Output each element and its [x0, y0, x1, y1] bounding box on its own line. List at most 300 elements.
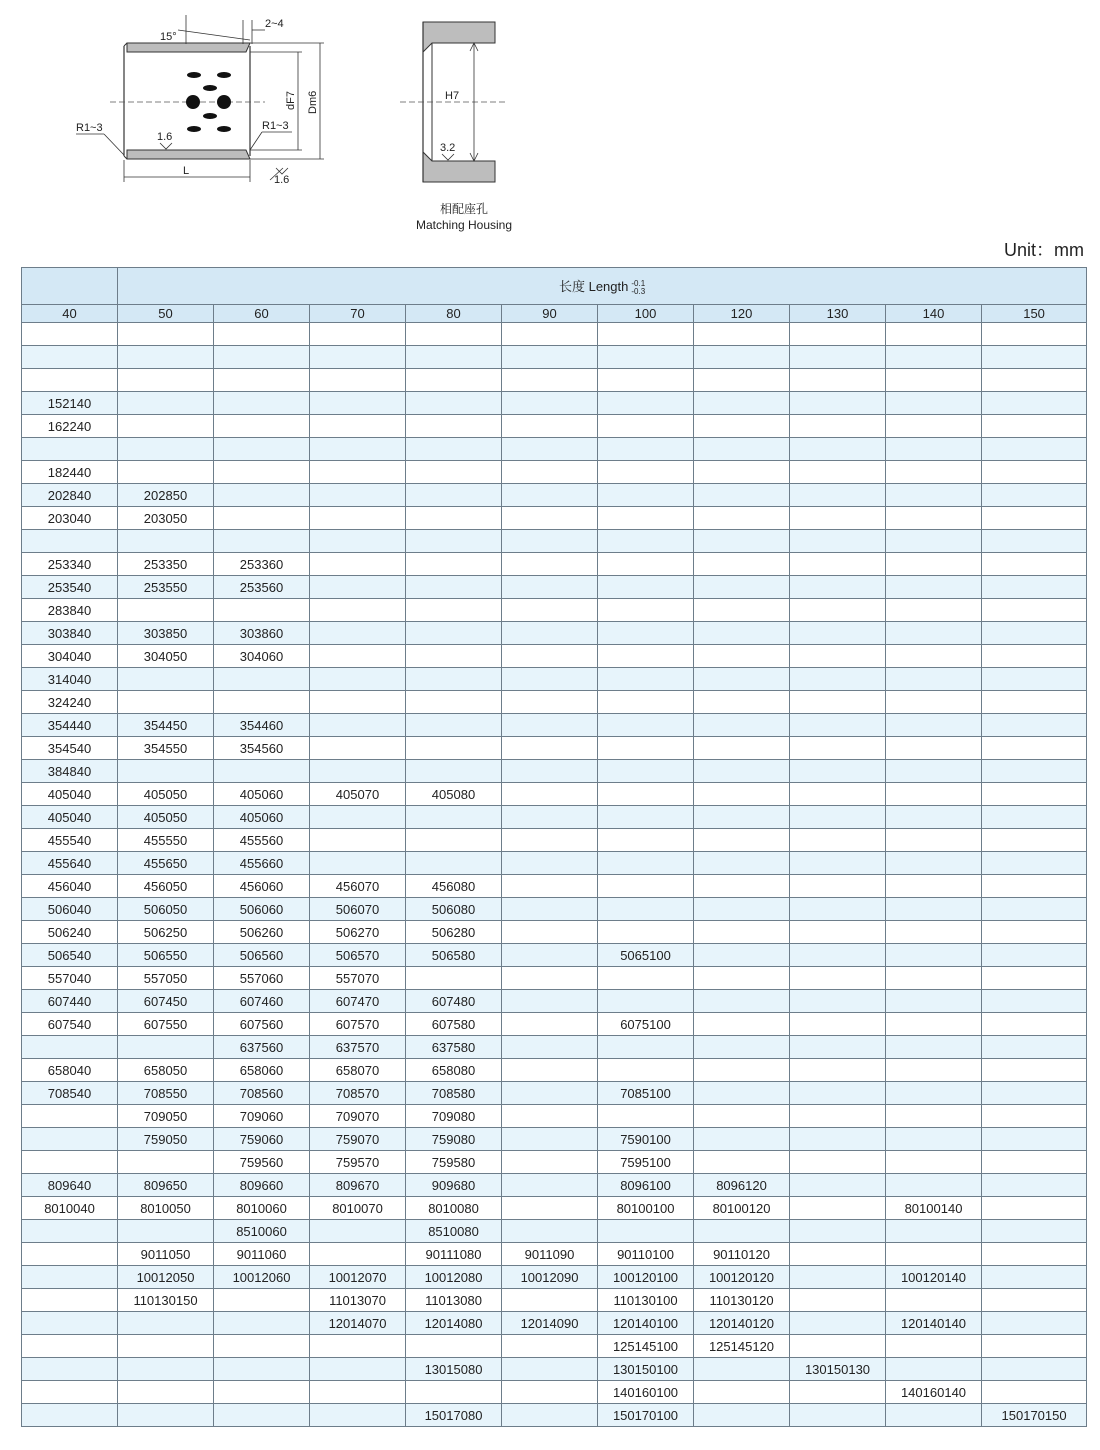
- table-row: [22, 921, 1087, 944]
- table-cell: 8096100: [598, 1174, 694, 1197]
- table-cell: [982, 691, 1087, 714]
- table-cell: 253350: [118, 553, 214, 576]
- table-cell: 506260: [214, 921, 310, 944]
- table-cell: [502, 645, 598, 668]
- table-cell: [118, 668, 214, 691]
- table-cell: [502, 484, 598, 507]
- table-cell: 506060: [214, 898, 310, 921]
- table-cell: [982, 1105, 1087, 1128]
- table-cell: [790, 1013, 886, 1036]
- table-cell: 607570: [310, 1013, 406, 1036]
- column-header: 80: [406, 305, 502, 323]
- table-row: [22, 461, 1087, 484]
- table-row: [22, 415, 1087, 438]
- table-cell: [214, 346, 310, 369]
- table-cell: [694, 484, 790, 507]
- table-cell: [694, 599, 790, 622]
- table-cell: [598, 852, 694, 875]
- table-cell: [406, 461, 502, 484]
- table-cell: [694, 530, 790, 553]
- table-cell: 8510080: [406, 1220, 502, 1243]
- table-row: [22, 1082, 1087, 1105]
- table-cell: [502, 852, 598, 875]
- table-cell: 455550: [118, 829, 214, 852]
- table-cell: [598, 530, 694, 553]
- table-cell: 120140100: [598, 1312, 694, 1335]
- table-cell: 506070: [310, 898, 406, 921]
- table-cell: [694, 783, 790, 806]
- table-cell: 506050: [118, 898, 214, 921]
- table-cell: [406, 1335, 502, 1358]
- table-cell: [886, 346, 982, 369]
- table-cell: 708570: [310, 1082, 406, 1105]
- table-cell: 324240: [22, 691, 118, 714]
- table-cell: [790, 1220, 886, 1243]
- table-cell: [310, 1404, 406, 1427]
- table-cell: [790, 921, 886, 944]
- table-cell: [886, 530, 982, 553]
- table-cell: [982, 806, 1087, 829]
- table-cell: [694, 1404, 790, 1427]
- table-cell: 506580: [406, 944, 502, 967]
- table-cell: [310, 622, 406, 645]
- table-row: [22, 599, 1087, 622]
- table-cell: [406, 484, 502, 507]
- table-cell: [790, 944, 886, 967]
- table-cell: [310, 438, 406, 461]
- table-cell: [694, 944, 790, 967]
- table-cell: 658040: [22, 1059, 118, 1082]
- table-cell: 708560: [214, 1082, 310, 1105]
- column-header: 100: [598, 305, 694, 323]
- table-row: [22, 1243, 1087, 1266]
- header-corner-cell: [22, 268, 118, 305]
- table-cell: [310, 346, 406, 369]
- table-cell: [310, 645, 406, 668]
- table-cell: [502, 461, 598, 484]
- table-cell: 809640: [22, 1174, 118, 1197]
- table-cell: 354460: [214, 714, 310, 737]
- table-cell: [22, 1128, 118, 1151]
- table-cell: [310, 1220, 406, 1243]
- table-cell: [982, 1358, 1087, 1381]
- table-cell: [598, 576, 694, 599]
- table-cell: [886, 1174, 982, 1197]
- table-cell: [982, 1036, 1087, 1059]
- table-cell: 202840: [22, 484, 118, 507]
- table-cell: [886, 1335, 982, 1358]
- table-cell: 10012060: [214, 1266, 310, 1289]
- table-cell: [790, 783, 886, 806]
- table-cell: 405060: [214, 783, 310, 806]
- table-cell: [886, 668, 982, 691]
- table-cell: 8010080: [406, 1197, 502, 1220]
- table-cell: 304040: [22, 645, 118, 668]
- table-cell: [694, 691, 790, 714]
- table-cell: 759060: [214, 1128, 310, 1151]
- table-cell: 658080: [406, 1059, 502, 1082]
- table-cell: [502, 1036, 598, 1059]
- table-cell: [694, 645, 790, 668]
- table-cell: [22, 1312, 118, 1335]
- table-cell: [790, 1151, 886, 1174]
- table-cell: [310, 668, 406, 691]
- table-cell: [502, 415, 598, 438]
- table-cell: 80100120: [694, 1197, 790, 1220]
- table-cell: [502, 760, 598, 783]
- table-cell: 809660: [214, 1174, 310, 1197]
- table-row: [22, 1059, 1087, 1082]
- column-header: 120: [694, 305, 790, 323]
- table-cell: [886, 484, 982, 507]
- table-cell: [886, 645, 982, 668]
- table-cell: [886, 1128, 982, 1151]
- table-cell: [982, 507, 1087, 530]
- table-cell: [982, 668, 1087, 691]
- table-cell: [310, 576, 406, 599]
- table-cell: [790, 599, 886, 622]
- table-row: [22, 576, 1087, 599]
- table-cell: [790, 1082, 886, 1105]
- table-cell: [214, 415, 310, 438]
- table-cell: [694, 1358, 790, 1381]
- table-cell: [406, 737, 502, 760]
- table-cell: [406, 553, 502, 576]
- table-cell: [310, 1243, 406, 1266]
- table-cell: [118, 1151, 214, 1174]
- table-row: [22, 1128, 1087, 1151]
- table-cell: 110130150: [118, 1289, 214, 1312]
- table-row: [22, 668, 1087, 691]
- table-cell: [214, 599, 310, 622]
- table-cell: [598, 1059, 694, 1082]
- table-cell: 506280: [406, 921, 502, 944]
- table-cell: [406, 645, 502, 668]
- table-cell: [502, 1220, 598, 1243]
- table-cell: 708550: [118, 1082, 214, 1105]
- table-cell: 90110120: [694, 1243, 790, 1266]
- column-header-row: [22, 305, 1087, 323]
- table-cell: [982, 438, 1087, 461]
- inner-roughness-label: 1.6: [157, 131, 173, 143]
- table-cell: [694, 1105, 790, 1128]
- table-cell: 557050: [118, 967, 214, 990]
- table-row: [22, 530, 1087, 553]
- table-cell: 456050: [118, 875, 214, 898]
- table-cell: 405040: [22, 806, 118, 829]
- table-cell: [598, 1036, 694, 1059]
- table-cell: [694, 415, 790, 438]
- table-cell: [118, 1036, 214, 1059]
- table-cell: [982, 1381, 1087, 1404]
- table-cell: [118, 369, 214, 392]
- table-cell: 304050: [118, 645, 214, 668]
- table-cell: 506270: [310, 921, 406, 944]
- table-cell: [886, 806, 982, 829]
- table-cell: [502, 1082, 598, 1105]
- table-cell: 100120140: [886, 1266, 982, 1289]
- table-cell: [694, 438, 790, 461]
- table-cell: [118, 760, 214, 783]
- table-cell: [790, 1036, 886, 1059]
- table-cell: [790, 576, 886, 599]
- table-cell: [694, 898, 790, 921]
- table-row: [22, 1358, 1087, 1381]
- table-cell: [694, 346, 790, 369]
- table-cell: [598, 921, 694, 944]
- table-cell: [502, 507, 598, 530]
- table-cell: 557060: [214, 967, 310, 990]
- table-cell: [982, 576, 1087, 599]
- table-cell: [694, 967, 790, 990]
- table-cell: 506080: [406, 898, 502, 921]
- table-cell: [982, 852, 1087, 875]
- table-cell: [406, 1381, 502, 1404]
- table-cell: [118, 346, 214, 369]
- table-cell: 909680: [406, 1174, 502, 1197]
- table-row: [22, 1174, 1087, 1197]
- table-cell: [886, 875, 982, 898]
- table-cell: 759570: [310, 1151, 406, 1174]
- table-cell: [214, 1358, 310, 1381]
- table-cell: 120140140: [886, 1312, 982, 1335]
- table-cell: [886, 783, 982, 806]
- table-cell: [502, 369, 598, 392]
- table-cell: [790, 1105, 886, 1128]
- table-cell: [694, 1381, 790, 1404]
- table-cell: [598, 990, 694, 1013]
- table-cell: [118, 415, 214, 438]
- table-row: [22, 691, 1087, 714]
- table-cell: 759080: [406, 1128, 502, 1151]
- table-cell: 384840: [22, 760, 118, 783]
- table-cell: [502, 323, 598, 346]
- table-cell: 90111080: [406, 1243, 502, 1266]
- table-cell: [406, 691, 502, 714]
- table-cell: 759070: [310, 1128, 406, 1151]
- table-cell: 7595100: [598, 1151, 694, 1174]
- table-cell: [886, 507, 982, 530]
- table-cell: [790, 714, 886, 737]
- table-cell: [310, 714, 406, 737]
- table-cell: [886, 461, 982, 484]
- table-cell: [982, 1059, 1087, 1082]
- table-cell: 304060: [214, 645, 310, 668]
- table-cell: 506550: [118, 944, 214, 967]
- table-cell: [694, 714, 790, 737]
- table-cell: [694, 921, 790, 944]
- table-cell: [982, 1312, 1087, 1335]
- table-cell: [502, 622, 598, 645]
- table-cell: [598, 829, 694, 852]
- table-cell: [598, 392, 694, 415]
- table-row: [22, 967, 1087, 990]
- table-cell: [790, 668, 886, 691]
- table-cell: [502, 944, 598, 967]
- table-cell: [694, 1220, 790, 1243]
- table-cell: [502, 392, 598, 415]
- table-cell: [982, 990, 1087, 1013]
- table-cell: [982, 1128, 1087, 1151]
- length-label: L: [183, 165, 190, 177]
- table-cell: 12014090: [502, 1312, 598, 1335]
- table-cell: [118, 1404, 214, 1427]
- table-row: [22, 1404, 1087, 1427]
- table-cell: [310, 599, 406, 622]
- table-cell: [982, 415, 1087, 438]
- table-cell: [214, 1381, 310, 1404]
- table-cell: [982, 714, 1087, 737]
- table-cell: [790, 415, 886, 438]
- table-cell: 506240: [22, 921, 118, 944]
- table-cell: 607540: [22, 1013, 118, 1036]
- table-cell: 759050: [118, 1128, 214, 1151]
- table-cell: 405040: [22, 783, 118, 806]
- table-row: [22, 1289, 1087, 1312]
- unit-label: Unit：mm: [1004, 240, 1084, 260]
- table-header-row: [22, 268, 1087, 305]
- table-cell: [502, 553, 598, 576]
- table-cell: 607450: [118, 990, 214, 1013]
- table-cell: [118, 530, 214, 553]
- table-cell: [406, 415, 502, 438]
- table-cell: 506250: [118, 921, 214, 944]
- table-cell: 253560: [214, 576, 310, 599]
- table-cell: [694, 875, 790, 898]
- table-cell: 314040: [22, 668, 118, 691]
- table-row: [22, 1335, 1087, 1358]
- table-cell: [886, 1151, 982, 1174]
- table-cell: [886, 1243, 982, 1266]
- table-cell: 708580: [406, 1082, 502, 1105]
- table-cell: [310, 737, 406, 760]
- table-cell: [406, 760, 502, 783]
- table-cell: 283840: [22, 599, 118, 622]
- table-cell: [982, 1335, 1087, 1358]
- table-cell: [598, 461, 694, 484]
- column-header: 90: [502, 305, 598, 323]
- table-cell: [886, 691, 982, 714]
- table-cell: 8010050: [118, 1197, 214, 1220]
- table-cell: 405050: [118, 806, 214, 829]
- spec-table: [21, 267, 1087, 1427]
- table-cell: [694, 829, 790, 852]
- table-cell: [790, 438, 886, 461]
- table-cell: [790, 990, 886, 1013]
- table-cell: 506540: [22, 944, 118, 967]
- table-body: [22, 323, 1087, 1427]
- table-cell: [598, 346, 694, 369]
- table-cell: [694, 1151, 790, 1174]
- table-cell: [982, 392, 1087, 415]
- table-cell: [502, 921, 598, 944]
- table-cell: [694, 576, 790, 599]
- table-cell: 15017080: [406, 1404, 502, 1427]
- table-cell: [982, 1220, 1087, 1243]
- table-cell: [598, 967, 694, 990]
- table-cell: [982, 1266, 1087, 1289]
- table-cell: 607550: [118, 1013, 214, 1036]
- table-cell: [982, 530, 1087, 553]
- table-cell: [406, 530, 502, 553]
- table-cell: [886, 438, 982, 461]
- table-row: [22, 875, 1087, 898]
- inner-diameter-label: dF7: [285, 91, 297, 110]
- table-cell: [982, 1082, 1087, 1105]
- table-cell: [310, 507, 406, 530]
- table-cell: 5065100: [598, 944, 694, 967]
- table-cell: [118, 392, 214, 415]
- table-cell: 809670: [310, 1174, 406, 1197]
- table-cell: 303850: [118, 622, 214, 645]
- table-cell: 456070: [310, 875, 406, 898]
- housing-drawing: [400, 22, 505, 182]
- table-cell: [790, 645, 886, 668]
- table-cell: [694, 369, 790, 392]
- table-cell: [598, 323, 694, 346]
- chamfer-label: 2~4: [265, 18, 284, 30]
- table-cell: [982, 760, 1087, 783]
- table-cell: [598, 668, 694, 691]
- length-tolerance: [631, 280, 645, 296]
- table-cell: 658050: [118, 1059, 214, 1082]
- table-cell: 708540: [22, 1082, 118, 1105]
- table-cell: 809650: [118, 1174, 214, 1197]
- table-cell: [694, 990, 790, 1013]
- table-cell: 405060: [214, 806, 310, 829]
- table-cell: [502, 990, 598, 1013]
- table-cell: [310, 461, 406, 484]
- table-cell: [886, 1289, 982, 1312]
- table-cell: [22, 369, 118, 392]
- table-cell: [982, 553, 1087, 576]
- table-cell: [886, 990, 982, 1013]
- table-cell: [790, 484, 886, 507]
- table-cell: [406, 323, 502, 346]
- table-cell: 354560: [214, 737, 310, 760]
- table-cell: [790, 1312, 886, 1335]
- table-cell: [310, 1335, 406, 1358]
- table-cell: 90110100: [598, 1243, 694, 1266]
- table-cell: 11013080: [406, 1289, 502, 1312]
- table-cell: 162240: [22, 415, 118, 438]
- table-cell: [598, 898, 694, 921]
- table-cell: [982, 369, 1087, 392]
- table-cell: [22, 1358, 118, 1381]
- table-cell: 10012090: [502, 1266, 598, 1289]
- table-cell: [406, 668, 502, 691]
- table-row: [22, 1220, 1087, 1243]
- table-cell: [694, 668, 790, 691]
- table-cell: 455660: [214, 852, 310, 875]
- table-cell: [406, 852, 502, 875]
- table-row: [22, 1197, 1087, 1220]
- table-cell: [406, 507, 502, 530]
- table-cell: [694, 806, 790, 829]
- table-cell: [406, 369, 502, 392]
- table-cell: [982, 737, 1087, 760]
- table-row: [22, 806, 1087, 829]
- table-cell: [310, 760, 406, 783]
- table-cell: [502, 1174, 598, 1197]
- table-cell: [310, 484, 406, 507]
- table-cell: [502, 346, 598, 369]
- table-cell: [694, 737, 790, 760]
- table-cell: [790, 323, 886, 346]
- table-cell: 125145100: [598, 1335, 694, 1358]
- table-cell: [790, 461, 886, 484]
- table-cell: 140160100: [598, 1381, 694, 1404]
